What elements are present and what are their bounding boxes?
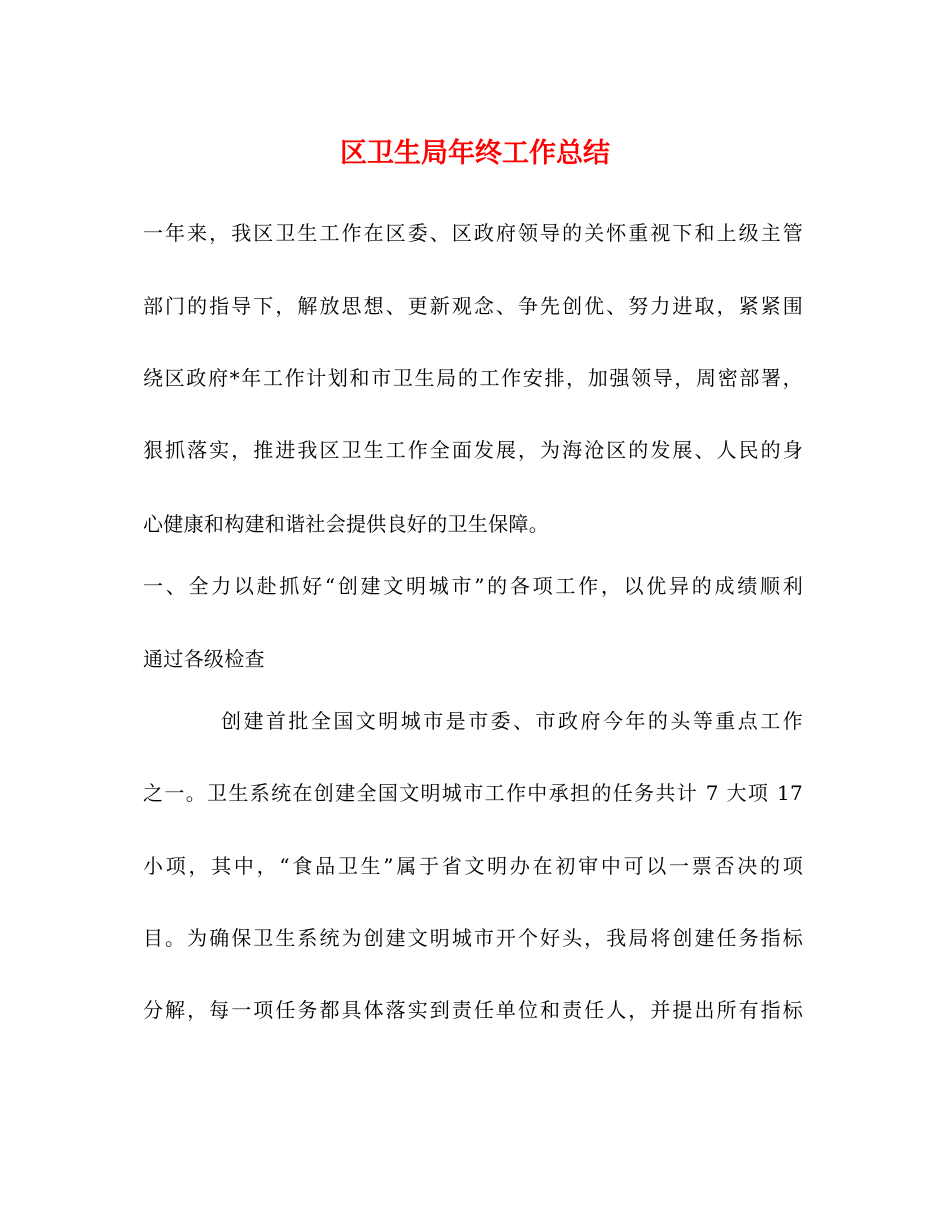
document-title: 区卫生局年终工作总结 <box>340 138 610 169</box>
paragraph-line: 创建首批全国文明城市是市委、市政府今年的头等重点工作 <box>221 709 803 733</box>
section-heading-line: 通过各级检查 <box>143 647 265 671</box>
paragraph-line: 小项，其中，“食品卫生”属于省文明办在初审中可以一票否决的项 <box>143 854 803 878</box>
paragraph-line: 一年来，我区卫生工作在区委、区政府领导的关怀重视下和上级主管 <box>143 221 803 245</box>
section-heading-line: 一、全力以赴抓好“创建文明城市”的各项工作，以优异的成绩顺利 <box>143 574 803 598</box>
paragraph-line: 分解，每一项任务都具体落实到责任单位和责任人，并提出所有指标 <box>143 998 803 1022</box>
paragraph-line: 心健康和构建和谐社会提供良好的卫生保障。 <box>143 512 549 536</box>
paragraph-line: 部门的指导下，解放思想、更新观念、争先创优、努力进取，紧紧围 <box>143 294 803 318</box>
paragraph-line: 狠抓落实，推进我区卫生工作全面发展，为海沧区的发展、人民的身 <box>143 438 803 462</box>
paragraph-line: 目。为确保卫生系统为创建文明城市开个好头，我局将创建任务指标 <box>143 926 803 950</box>
paragraph-line: 绕区政府*年工作计划和市卫生局的工作安排，加强领导，周密部署， <box>143 366 803 390</box>
paragraph-line: 之一。卫生系统在创建全国文明城市工作中承担的任务共计 7 大项 17 <box>143 781 803 805</box>
